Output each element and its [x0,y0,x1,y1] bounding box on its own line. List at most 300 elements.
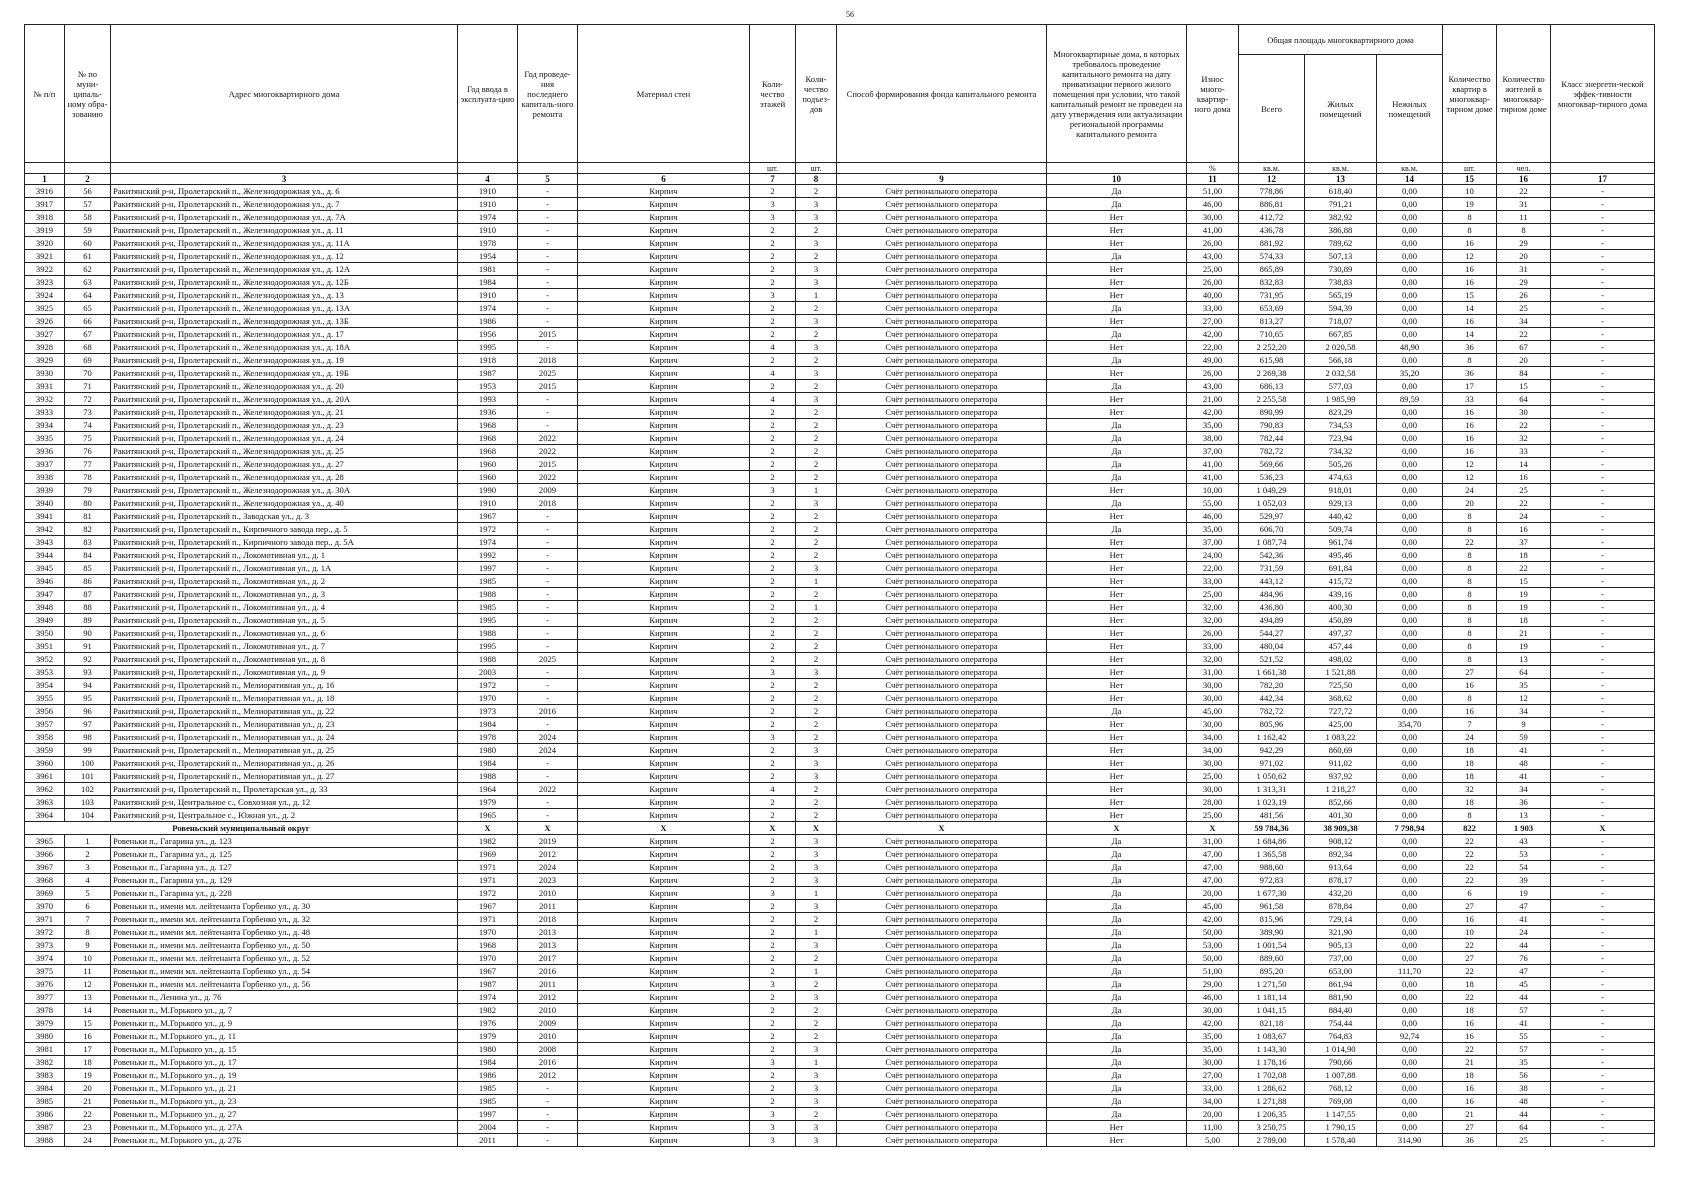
table-cell: 3939 [25,484,65,497]
table-cell: Ракитянский р-н, Пролетарский п., Кирпичного завода пер., д. 5 [111,523,458,536]
table-cell: 40,00 [1187,289,1239,302]
table-cell: - [1551,744,1655,757]
table-cell: 35 [1497,1056,1551,1069]
table-row [25,718,1655,731]
table-cell: 3 [796,991,837,1004]
table-cell: 1 365,58 [1239,848,1305,861]
table-row [25,510,1655,523]
table-cell: 34 [1497,705,1551,718]
table-cell: 1997 [458,1108,518,1121]
table-cell: - [518,1095,578,1108]
table-cell: 22 [1497,562,1551,575]
table-cell: 0,00 [1377,952,1443,965]
table-cell: 18 [1443,1004,1497,1017]
table-cell: 1979 [458,796,518,809]
table-row [25,991,1655,1004]
table-cell: Ракитянский р-н, Пролетарский п., Кирпичного завода пер., д. 5А [111,536,458,549]
table-cell: 0,00 [1377,484,1443,497]
table-cell: 1965 [458,809,518,822]
table-cell: 88 [65,601,111,614]
header-area-group: Общая площадь многоквартирного дома [1239,25,1443,55]
table-cell: Счёт регионального оператора [837,458,1047,471]
table-cell: Счёт регионального оператора [837,666,1047,679]
table-cell: 2 [750,653,796,666]
table-cell: 542,36 [1239,549,1305,562]
table-cell: Кирпич [578,250,750,263]
table-cell: 0,00 [1377,887,1443,900]
table-cell: - [1551,315,1655,328]
table-row [25,536,1655,549]
table-cell: 6 [1443,887,1497,900]
table-cell: - [1551,497,1655,510]
table-cell: 1984 [458,276,518,289]
table-cell: 2018 [518,913,578,926]
units-row [25,163,1655,174]
table-cell: 16 [1497,471,1551,484]
table-cell: Счёт регионального оператора [837,835,1047,848]
table-cell: 2 [750,627,796,640]
table-cell: - [518,692,578,705]
table-cell: 2 [750,900,796,913]
table-cell: 505,26 [1305,458,1377,471]
table-cell: Счёт регионального оператора [837,796,1047,809]
table-cell: Кирпич [578,770,750,783]
table-cell: 15 [1497,380,1551,393]
unit-residents: чел. [1497,163,1551,174]
table-cell: 2 [796,549,837,562]
table-cell: 2 [750,926,796,939]
table-cell: 961,74 [1305,536,1377,549]
table-cell: - [518,341,578,354]
table-cell: Кирпич [578,224,750,237]
table-cell: 1972 [458,679,518,692]
table-cell: 9 [1497,718,1551,731]
table-cell: 1910 [458,185,518,198]
table-cell: 56 [1497,1069,1551,1082]
table-cell: 22 [1497,185,1551,198]
table-cell: 2016 [518,965,578,978]
table-cell: - [1551,458,1655,471]
table-row [25,666,1655,679]
table-row [25,952,1655,965]
table-cell: Кирпич [578,445,750,458]
table-cell: 31 [1497,198,1551,211]
table-cell: - [1551,588,1655,601]
table-cell: - [518,770,578,783]
table-row [25,978,1655,991]
table-cell: 2 [796,913,837,926]
table-cell: Кирпич [578,1056,750,1069]
section-name: Ровеньский муниципальный округ [25,822,458,835]
table-cell: 10 [1443,185,1497,198]
table-row [25,874,1655,887]
section-cell: Х [796,822,837,835]
table-cell: Кирпич [578,666,750,679]
table-cell: 22 [1497,419,1551,432]
table-cell: Да [1047,965,1187,978]
table-cell: 12 [1497,692,1551,705]
table-cell: 19 [1497,588,1551,601]
table-cell: 2 [750,835,796,848]
table-cell: 93 [65,666,111,679]
table-cell: Ракитянский р-н, Пролетарский п., Мелиоративная ул., д. 26 [111,757,458,770]
table-cell: 782,72 [1239,705,1305,718]
table-cell: 2 [750,471,796,484]
table-cell: Ровеньки п., М.Горького ул., д. 27 [111,1108,458,1121]
table-cell: Кирпич [578,328,750,341]
table-cell: 0,00 [1377,302,1443,315]
table-cell: 15 [1443,289,1497,302]
table-cell: 3 [796,744,837,757]
table-cell: 37,00 [1187,445,1239,458]
table-cell: Кирпич [578,432,750,445]
table-cell: - [1551,1095,1655,1108]
table-cell: - [1551,1017,1655,1030]
table-cell: 791,21 [1305,198,1377,211]
table-cell: 2 269,38 [1239,367,1305,380]
table-cell: Да [1047,874,1187,887]
table-cell: 21 [1443,1108,1497,1121]
table-cell: 3957 [25,718,65,731]
table-cell: 3 [796,198,837,211]
table-cell: Счёт регионального оператора [837,848,1047,861]
table-cell: 8 [1443,549,1497,562]
table-cell: Счёт регионального оператора [837,575,1047,588]
table-cell: 382,92 [1305,211,1377,224]
table-cell: 2 [750,679,796,692]
table-cell: 2015 [518,458,578,471]
table-cell: 3 [796,770,837,783]
table-cell: 878,17 [1305,874,1377,887]
table-cell: 53,00 [1187,939,1239,952]
table-cell: 26,00 [1187,276,1239,289]
table-cell: 32,00 [1187,601,1239,614]
table-cell: 0,00 [1377,744,1443,757]
table-cell: 22,00 [1187,341,1239,354]
table-cell: 2003 [458,666,518,679]
table-cell: 31,00 [1187,666,1239,679]
table-cell: 1978 [458,237,518,250]
table-cell: 22 [65,1108,111,1121]
table-cell: 0,00 [1377,770,1443,783]
header-wall-material: Материал стен [578,25,750,163]
table-cell: Счёт регионального оператора [837,900,1047,913]
table-cell: 64 [65,289,111,302]
table-cell: 0,00 [1377,796,1443,809]
table-cell: - [1551,471,1655,484]
table-cell: 21,00 [1187,393,1239,406]
table-cell: 25 [1497,1134,1551,1147]
table-cell: 14 [65,1004,111,1017]
table-cell: 16 [1443,705,1497,718]
table-cell: - [1551,900,1655,913]
table-cell: Ровеньки п., имени мл. лейтенанта Горбенко ул., д. 30 [111,900,458,913]
table-cell: 35,20 [1377,367,1443,380]
table-cell: 3983 [25,1069,65,1082]
table-cell: 29 [1497,276,1551,289]
table-cell: 2 [750,796,796,809]
table-cell: Ровеньки п., М.Горького ул., д. 19 [111,1069,458,1082]
table-cell: 1 218,27 [1305,783,1377,796]
table-cell: 3977 [25,991,65,1004]
table-cell: 101 [65,770,111,783]
table-cell: 2011 [518,978,578,991]
table-cell: 2025 [518,653,578,666]
table-cell: - [1551,263,1655,276]
table-cell: 7 [1443,718,1497,731]
table-row [25,692,1655,705]
table-cell: Да [1047,250,1187,263]
table-cell: 1936 [458,406,518,419]
table-cell: 3928 [25,341,65,354]
table-cell: - [518,185,578,198]
table-cell: 4 [750,393,796,406]
table-cell: 3934 [25,419,65,432]
table-cell: 0,00 [1377,575,1443,588]
table-row [25,575,1655,588]
table-cell: 1985 [458,1095,518,1108]
table-cell: - [518,601,578,614]
table-cell: 2 [796,419,837,432]
table-cell: - [518,224,578,237]
table-cell: 7 [65,913,111,926]
table-cell: 2 [750,640,796,653]
table-row [25,679,1655,692]
table-cell: 913,64 [1305,861,1377,874]
table-cell: 73 [65,406,111,419]
table-cell: - [1551,445,1655,458]
table-row [25,614,1655,627]
table-cell: 32 [1497,432,1551,445]
table-cell: 16 [1443,432,1497,445]
table-cell: 2004 [458,1121,518,1134]
header-area-total: Всего [1239,55,1305,163]
table-cell: 36 [1443,341,1497,354]
section-cell: Х [458,822,518,835]
table-cell: 1985 [458,601,518,614]
table-cell: Ракитянский р-н, Пролетарский п., Мелиоративная ул., д. 27 [111,770,458,783]
table-cell: 68 [65,341,111,354]
table-cell: 1964 [458,783,518,796]
table-cell: 0,00 [1377,601,1443,614]
table-cell: 3 [750,198,796,211]
section-cell: Х [1551,822,1655,835]
table-cell: 3952 [25,653,65,666]
table-cell: 23 [65,1121,111,1134]
column-number: 16 [1497,174,1551,185]
table-cell: 2 [750,705,796,718]
table-cell: 18 [1443,796,1497,809]
table-cell: 41 [1497,770,1551,783]
table-cell: 3926 [25,315,65,328]
table-cell: Счёт регионального оператора [837,783,1047,796]
table-cell: Да [1047,380,1187,393]
table-cell: 18 [1443,1069,1497,1082]
table-cell: 3917 [25,198,65,211]
table-cell: 2 [750,692,796,705]
header-municipal-number: № по муни-ципаль-ному обра-зованию [65,25,111,163]
table-cell: 2 [750,809,796,822]
table-cell: - [1551,796,1655,809]
table-cell: 3 [796,939,837,952]
table-cell: 41,00 [1187,471,1239,484]
table-cell: 47 [1497,965,1551,978]
table-cell: 62 [65,263,111,276]
table-cell: 821,18 [1239,1017,1305,1030]
section-cell: 1 903 [1497,822,1551,835]
table-cell: 8 [1443,588,1497,601]
table-body-rakityansky [25,185,1655,822]
table-row [25,549,1655,562]
table-cell: 98 [65,731,111,744]
table-cell: 2 255,58 [1239,393,1305,406]
table-cell: 2 [750,354,796,367]
table-cell: 3929 [25,354,65,367]
table-cell: 57 [1497,1043,1551,1056]
table-cell: Счёт регионального оператора [837,510,1047,523]
table-cell: 21 [1497,627,1551,640]
table-row [25,1121,1655,1134]
table-cell: Ровеньки п., имени мл. лейтенанта Горбенко ул., д. 52 [111,952,458,965]
table-cell: 3944 [25,549,65,562]
table-cell: 497,37 [1305,627,1377,640]
table-cell: Нет [1047,575,1187,588]
table-cell: 3943 [25,536,65,549]
table-cell: Счёт регионального оператора [837,1069,1047,1082]
table-cell: 1 162,42 [1239,731,1305,744]
table-cell: 2025 [518,367,578,380]
table-cell: 8 [1443,640,1497,653]
table-cell: Счёт регионального оператора [837,627,1047,640]
table-cell: Кирпич [578,718,750,731]
table-cell: 778,86 [1239,185,1305,198]
table-cell: Ракитянский р-н, Пролетарский п., Локомотивная ул., д. 8 [111,653,458,666]
table-cell: 1987 [458,367,518,380]
table-cell: 0,00 [1377,1056,1443,1069]
table-cell: Кирпич [578,991,750,1004]
table-cell: 509,74 [1305,523,1377,536]
table-cell: 45,00 [1187,705,1239,718]
table-row [25,211,1655,224]
table-cell: - [1551,952,1655,965]
table-cell: 0,00 [1377,510,1443,523]
table-cell: 1968 [458,419,518,432]
table-cell: 3969 [25,887,65,900]
table-cell: 823,29 [1305,406,1377,419]
table-cell: 2 [750,406,796,419]
table-cell: 1910 [458,497,518,510]
table-cell: Счёт регионального оператора [837,1095,1047,1108]
table-cell: 754,44 [1305,1017,1377,1030]
table-cell: 2016 [518,1056,578,1069]
table-cell: Да [1047,926,1187,939]
table-cell: 103 [65,796,111,809]
table-cell: - [1551,679,1655,692]
table-cell: 2 [750,224,796,237]
table-cell: 734,32 [1305,445,1377,458]
table-row [25,848,1655,861]
table-cell: 3920 [25,237,65,250]
table-cell: 782,44 [1239,432,1305,445]
table-cell: 0,00 [1377,432,1443,445]
table-cell: 71 [65,380,111,393]
table-cell: - [1551,484,1655,497]
table-cell: 2 [796,250,837,263]
table-cell: - [1551,718,1655,731]
table-cell: 47 [1497,900,1551,913]
table-cell: 737,00 [1305,952,1377,965]
table-cell: Ровеньки п., М.Горького ул., д. 7 [111,1004,458,1017]
table-cell: Кирпич [578,705,750,718]
table-cell: 2 [750,536,796,549]
table-cell: 1974 [458,991,518,1004]
table-cell: 569,66 [1239,458,1305,471]
table-cell: 12 [1443,250,1497,263]
table-cell: 29 [1497,237,1551,250]
table-cell: 61 [65,250,111,263]
table-cell: - [518,614,578,627]
table-cell: 34 [1497,783,1551,796]
table-cell: 3988 [25,1134,65,1147]
table-cell: 64 [1497,666,1551,679]
table-cell: - [1551,640,1655,653]
table-cell: Да [1047,328,1187,341]
table-cell: Нет [1047,666,1187,679]
table-cell: - [518,809,578,822]
table-cell: 1 702,08 [1239,1069,1305,1082]
table-cell: 30,00 [1187,783,1239,796]
table-cell: 31 [1497,263,1551,276]
table-cell: 13 [65,991,111,1004]
table-cell: 22 [1443,965,1497,978]
table-cell: 6 [65,900,111,913]
table-cell: 19 [1497,640,1551,653]
table-cell: 2 [750,588,796,601]
table-cell: 3963 [25,796,65,809]
table-cell: 47,00 [1187,848,1239,861]
table-cell: 2 [750,939,796,952]
table-cell: 2 020,58 [1305,341,1377,354]
table-cell: 852,66 [1305,796,1377,809]
table-cell: 3 [796,861,837,874]
table-row [25,471,1655,484]
table-cell: Нет [1047,731,1187,744]
table-cell: 8 [1443,523,1497,536]
table-cell: 0,00 [1377,211,1443,224]
table-cell: - [1551,250,1655,263]
table-cell: 2 [750,1043,796,1056]
table-cell: 18 [65,1056,111,1069]
table-cell: 10 [1443,926,1497,939]
table-cell: Кирпич [578,913,750,926]
table-cell: Нет [1047,679,1187,692]
table-cell: - [1551,523,1655,536]
table-cell: 1910 [458,198,518,211]
table-cell: 44 [1497,991,1551,1004]
table-cell: 21 [65,1095,111,1108]
table-cell: 3954 [25,679,65,692]
table-cell: 3961 [25,770,65,783]
table-cell: 90 [65,627,111,640]
table-cell: 1 286,62 [1239,1082,1305,1095]
table-cell: 1910 [458,289,518,302]
table-cell: 35,00 [1187,419,1239,432]
table-cell: 0,00 [1377,640,1443,653]
table-cell: 790,83 [1239,419,1305,432]
table-cell: 2 [750,952,796,965]
table-cell: 3959 [25,744,65,757]
table-row [25,419,1655,432]
